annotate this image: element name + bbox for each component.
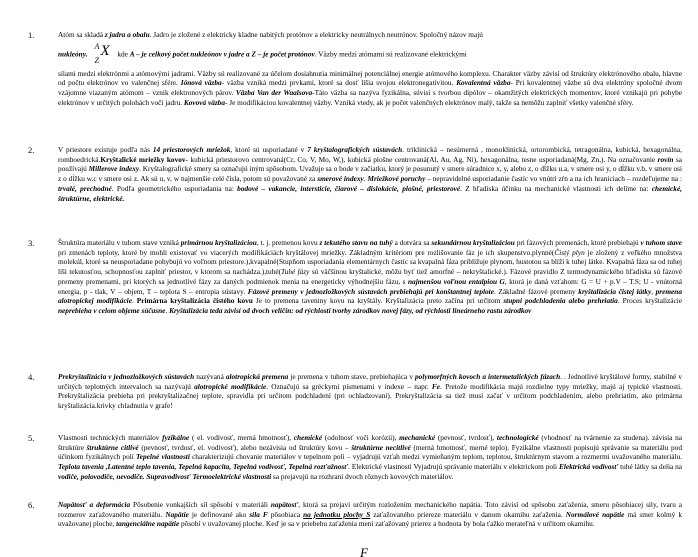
text: - väzba vzniká medzi prvkami, ktoré sa dosť líšia svojou elektronegativitou.: [221, 78, 457, 88]
text-emphasis: vodiče, polovodiče, nevodiče. Supravodivosť: [58, 471, 191, 481]
item-number: 4.: [28, 372, 35, 382]
item-body: [58, 30, 682, 108]
text: - kubická priestorovo centrovaná(Cr, Co, V, Mo, W,), kubická plošne centrovaná(Al, Au, Ag, Ni), hexagonálna, tesne usporiadaná(Mg, Zn,). Na označovanie: [185, 154, 658, 164]
paragraph: [58, 238, 682, 316]
text: . Pretože modifikácia majú rozdielne typy mriežky, majú aj typické vlastnosti. Prekryštalizácia prebieha pri prekryštalizačnej teplote, spravidla pri určitom podchladení (pri ochladzovaní). Prekryštalizácia sa tiež musí začať v určitom podchladením, alebo prehriatím, ako primárna kryštalizácia.krivky chladnutia v grafe!: [58, 381, 682, 411]
text: . Elektrické vlastnosti Vyjadrujú správanie materiálu v elektrickom poli: [348, 462, 559, 472]
paragraph: [58, 500, 682, 529]
text-emphasis: Napätosť a deformácia: [58, 500, 131, 509]
item-number: 2.: [28, 145, 35, 155]
text-emphasis: tangenciálne napätie: [116, 519, 180, 529]
text: charakterizujú chovanie materiálov v tepelnom poli – vyjadrujú vzťah medzi vymieňaným teplom, teplotou, štruktúrnym stavom a rozmermi uvažovaného materiálu.: [189, 452, 682, 462]
text: pri zmenách teploty, ktoré by mohli existovať vo viacerých modifikáciách kryštálovej mriežky. Základným kritériom pre rozlišovanie fáz je ich skupenstvo.plynné(: [58, 247, 555, 257]
text-emphasis: chemické, štruktúrne, elektrické.: [58, 183, 683, 203]
text: zaťažovaného priereze materiálu v danom okamihu zaťaženia.: [370, 509, 566, 519]
text: . Z hľadiska účinku na mechanické vlastnosti ich delíme na:: [460, 183, 652, 193]
text: (pevnosť, tvrdosť, el. vodivosť), alebo nezávisia od štruktúry kovu –: [138, 442, 352, 452]
item-number: 1.: [28, 30, 35, 40]
item-body: [58, 145, 682, 203]
text-emphasis: polymorfných kovoch a intermetalických fázach: [415, 372, 561, 381]
text-emphasis: Millerove indexy: [88, 164, 140, 174]
text: . . Jednotlivé kryštálové formy, stabilné v určitých teplotných intervaloch sa nazývajú: [58, 372, 682, 391]
formula-atomic-number: Z: [94, 55, 99, 65]
text-emphasis: neprebieha v celom objeme súčasne: [58, 305, 166, 315]
text: – nepravidelné usporiadanie častíc vo vnútri zŕn a na ich hraniciach – rozdeľujeme na :: [425, 174, 683, 184]
text: sa používajú: [58, 154, 682, 174]
text-emphasis: Normálové napätie: [565, 509, 625, 519]
paragraph: [58, 30, 682, 40]
item-number: 6.: [28, 500, 35, 510]
text-emphasis: alotropická premena: [225, 372, 289, 381]
text-emphasis: Termoelektrické vlastnosti: [192, 471, 272, 481]
text: Je to premena taveniny kovu na kryštály. Kryštalizácia preto začína pri určitom: [252, 296, 504, 306]
text: . Označujú sa gréckymi písmenami v indexe – napr.: [266, 381, 432, 391]
text-emphasis: na jednotku plochy S: [303, 509, 371, 519]
text: . Kryštalografické smery sa označujú iným spôsobom. Uvažuje sa o bode v začiatku, ktorý je posunutý v smere súradnice x, y, alebo z, o dĺžku u.a, v smere osi y, o dĺžku v.b, v smere osi z o dĺžku w.c v smere osi z. Ak sú u, v, w najmenšie celé čísla, potom sú považované za: [58, 164, 682, 184]
text-italic: Tuhé fázy: [281, 267, 310, 277]
text: , ktorá je daná vzťahom: G = U + p.V – T.S; U - vnútorná energia, p - tlak, V – objem, T – teplota S – entropia sústavy.: [58, 276, 682, 296]
text: pôsobiaca: [267, 509, 304, 519]
text-emphasis: 14 priestorových mriežok: [152, 145, 231, 154]
text-emphasis: napätosť: [270, 500, 299, 509]
text-emphasis: Napätie: [165, 509, 189, 519]
text-bold: Primárna kryštalizácia čistého kovu: [136, 296, 253, 306]
text: pôsobí v uvažovanej ploche. Keď je sa v priebehu zaťaženia mení zaťažovaný prierez a hodnota by bola ťažko merateľná v určitom okamihu.: [179, 519, 595, 529]
formula-fragment: F: [360, 545, 368, 557]
paragraph: [58, 433, 682, 482]
text-emphasis: z tekutého stavu na tuhý: [319, 238, 393, 247]
formula-mass-number: A: [94, 41, 100, 51]
text-emphasis: najmenšou voľnou entalpiou G: [407, 276, 505, 286]
text: je zložený z veľkého množstva molekúl, ktoré sa neusporiadane pohybujú vo voľnom priestore.),kvapalné(Stupňom usporiadania elementárnych častíc sa kvapalná fáza približuje plynom, hustotou sa blíži k tuhej látke. Kvapalná fáza sa od tuhej líši tekutosťou, schopnosťou zaplniť priestor, v ktorom sa nachádza.),tuhé(: [58, 247, 682, 277]
text-emphasis: kryštalizácia čistej látky: [578, 286, 652, 296]
text: .: [165, 305, 170, 315]
formula-symbol: X: [100, 42, 110, 59]
text-emphasis: Fázové premeny v jednozložkových sústavách prebiehajú pri konštantnej teplote: [247, 286, 494, 296]
text-emphasis: mechanické: [399, 433, 436, 442]
text: V priestore existuje podľa nás: [58, 145, 153, 154]
text-emphasis: štruktúrne citlivé: [86, 442, 139, 452]
paragraph: [58, 145, 682, 203]
text-emphasis: Kryštalizácia teda závisí od dvoch veličín: od rýchlosti tvorby zárodkov novej fázy, od rýchlosti lineárneho rastu zárodkov: [169, 305, 532, 315]
text: má smer kolmý k uvažovanej ploche,: [58, 509, 683, 529]
text-emphasis: Tepelné vlastnosti: [136, 452, 190, 462]
text: sú väčšinou kryštalické, môžu byť tiež amorfné – nekryštalické.). Fázové pravidlo Z termodynamického hľadiska sú fázové premeny premenami, pri ktorých sa jednotlivé fázy za daných podmienok menia na energeticky výhodnejšiu fázu, s: [58, 267, 682, 286]
item-number: 3.: [28, 238, 35, 248]
text: - Je modifikáciou kovalentnej väzby. Vzniká vtedy, ak je počet valenčných elektrónov malý, takže sa nemôžu zaplniť všetky valenčné sféry.: [224, 97, 634, 107]
text: (vhodnosť na tvárnenie za studena). závisia na štruktúre: [58, 433, 683, 452]
text-emphasis: stupni podchladenia alebo prehriatia: [503, 296, 618, 306]
text-emphasis: smerové indexy: [317, 174, 364, 184]
text-emphasis: Kovalentná väzba: [456, 78, 511, 88]
text: kde: [115, 49, 130, 59]
text-emphasis: štruktúrne necitlivé: [351, 442, 411, 452]
text: Vlastnosti technických materiálov: [58, 433, 163, 442]
text-emphasis: alotropické modifikácie: [194, 381, 267, 391]
paragraph: [58, 69, 682, 108]
text-emphasis: 7 kryštalografických sústavách: [307, 145, 403, 154]
item-body: [58, 238, 682, 316]
text-emphasis: fyzikálne: [162, 433, 190, 442]
text: Štruktúra materiálu v tuhom stave vzniká: [58, 238, 181, 247]
text-emphasis: sekundárnou kryštalizáciou: [431, 238, 515, 247]
text: ( el. vodivosť, merná hmotnosť),: [189, 433, 294, 442]
text: silami medzi elektrónmi a atómovými jadrami. Väzby sú realizované za účelom dosiahnutia minimálnej potenciálnej energie atómového komplexu. Charakter väzby závisí od štruktúry elektrónového obalu, hlavne od počtu elektrónov vo valenčnej sfére.: [58, 68, 682, 88]
text: ,: [651, 286, 656, 296]
item-body: [58, 372, 682, 411]
text-italic: Čistý plyn: [554, 247, 585, 257]
text: -Táto väzba sa nazýva fyzikálna, súvisí s tvorbou dipólov – okamžitých elektrických momentov, ktoré vznikajú pri pohybe elektrónov v určitých polohách voči jadru.: [58, 88, 682, 107]
text: nazývaná: [194, 372, 226, 381]
text: , ktorá sa prejaví určitým rozložením mechanického napätia. Toto závisí od spôsobu zaťaženia, smeru pôsobiacej sily, tvaru a rozmerov zaťažovaného materiálu.: [58, 500, 683, 519]
nuclide-formula: [94, 42, 112, 68]
text: je definované ako: [188, 509, 250, 519]
text: . Proces kryštalizácie: [617, 296, 682, 306]
text-emphasis: z jadra a obalu: [104, 30, 150, 39]
text: a dotvára sa: [392, 238, 432, 247]
text: . Základné fázové premeny: [493, 286, 579, 296]
text-bold: Kryštalické mriežky kovov: [100, 154, 186, 164]
text: sa prejavujú na rozhraní dvoch rôznych kovových materiálov.: [271, 471, 454, 481]
text-emphasis: Mriežkové poruchy: [367, 174, 426, 184]
text: . triklinická – nesúmerná , monoklinická, ortorombická, tetragonálna, kubická, hexagonálna, romboedrická.: [58, 145, 682, 164]
paragraph: [58, 42, 682, 68]
text: (pevnosť, tvrdosť),: [435, 433, 497, 442]
text: .: [131, 296, 137, 306]
text-emphasis: Iónová väzba: [180, 78, 222, 88]
text-emphasis: Prekryštalizácia v jednozložkových sústavách: [58, 372, 195, 381]
item-number: 5.: [28, 433, 35, 443]
paragraph: [58, 372, 682, 411]
text: Pôsobenie vonkajších síl spôsobí v materiáli: [130, 500, 271, 509]
text: - Pri kovalentnej väzbe sú dva elektróny spoločné dvom vzájomne viazaným atómom – vznik elektronových párov.: [58, 78, 683, 98]
text: , ktoré sú usporiadané v: [230, 145, 308, 154]
text: pri fázových premenách, ktoré prebiehajú: [514, 238, 641, 247]
text: (odolnosť voči korózii),: [322, 433, 400, 442]
text-emphasis: sila F: [249, 509, 268, 519]
text-emphasis: premena alotropickej modifikácie: [58, 286, 682, 306]
text: tuhé látky sa delia na: [618, 462, 683, 472]
text: . Väzby medzi atómami sú realizované elektrickými: [314, 49, 467, 59]
text: , t. j. premenou kovu: [256, 238, 320, 247]
text-emphasis: Väzba Van der Waalsova: [235, 88, 313, 98]
text-emphasis: nukleóny.: [58, 49, 88, 59]
text-emphasis: A – je celkový počet nukleónov v jadre a Z – je počet protónov: [129, 49, 315, 59]
text-emphasis: Teplota tavenia ,Latentné teplo tavenia, Tepelná kapacita, Tepelná vodivosť, Tepelná rozťažnosť: [58, 462, 349, 472]
text: .: [363, 174, 368, 184]
text-emphasis: v tuhom stave: [640, 238, 683, 247]
text-emphasis: bodové – vakancie, intersticie, čiarové – dislokácie, plošné, priestorové: [237, 183, 461, 193]
text-emphasis: rovín: [657, 154, 674, 164]
text: Atóm sa skladá: [58, 30, 105, 39]
text-emphasis: technologické: [496, 433, 539, 442]
item-body: [58, 433, 682, 482]
text: (merná hmotnosť, merné teplo). Fyzikálne vlastnosti popisujú správanie sa materiálu pod účinkom fyzikálnych polí: [58, 442, 682, 462]
text: . Podľa geometrického usporiadania na:: [111, 183, 238, 193]
text: . Jadro je zložené z elektricky kladne nabitých protónov a elektricky neutrálnych neutrónov. Spoločný názov majú: [149, 30, 483, 39]
item-body: [58, 500, 682, 529]
text-emphasis: Fe: [431, 381, 441, 391]
text: je premena v tuhom stave, prebiehajúca v: [288, 372, 416, 381]
text-emphasis: primárnou kryštalizáciou: [180, 238, 257, 247]
text-emphasis: Elektrická vodivosť: [558, 462, 619, 472]
text-emphasis: trvalé, prechodné: [58, 183, 112, 193]
text-emphasis: chemické: [293, 433, 323, 442]
text-emphasis: Kovová väzba: [183, 97, 225, 107]
